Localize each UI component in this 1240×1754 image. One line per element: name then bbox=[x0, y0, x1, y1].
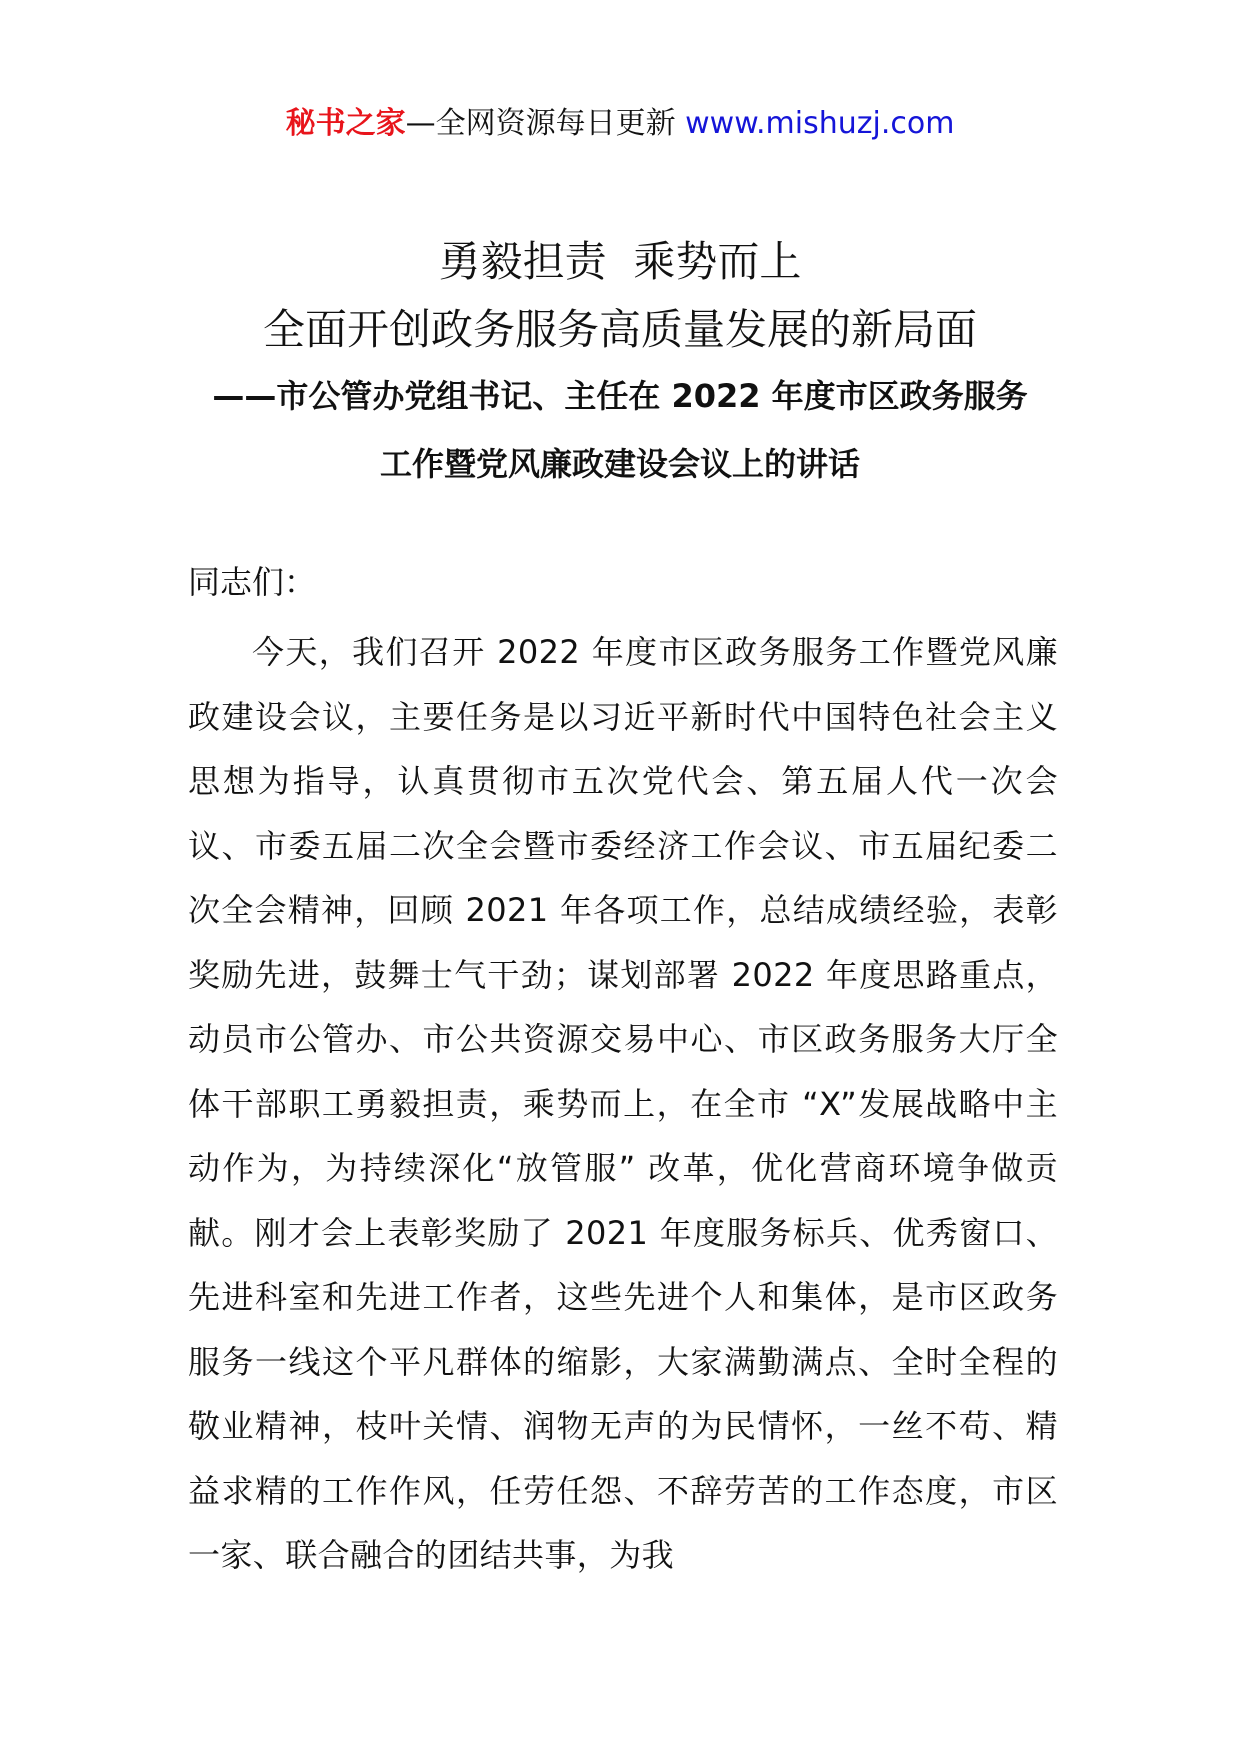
brand-name: 秘书之家 bbox=[285, 106, 406, 141]
subtitle-line-2: 工作暨党风廉政建设会议上的讲话 bbox=[379, 445, 860, 483]
subtitle-line-1: ——市公管办党组书记、主任在 2022 年度市区政务服务 bbox=[212, 377, 1028, 415]
document-body bbox=[188, 556, 1058, 1588]
body-paragraph: 今天，我们召开 2022 年度市区政务服务工作暨党风廉政建设会议，主要任务是以习近平新时代中国特色社会主义思想为指导，认真贯彻市五次党代会、第五届人代一次会议、市委五届二次全会暨市委经济工作会议、市五届纪委二次全会精神，回顾 2021 年各项工作，总结成绩经验，表彰奖励先进，鼓舞士气干劲；谋划部署 2022 年度思路重点，动员市公管办、市公共资源交易中心、市区政务服务大厅全体干部职工勇毅担责，乘势而上，在全市 “X”发展战略中主动作为，为持续深化“放管服” 改革，优化营商环境争做贡献。刚才会上表彰奖励了 2021 年度服务标兵、优秀窗口、先进科室和先进工作者，这些先进个人和集体，是市区政务服务一线这个平凡群体的缩影，大家满勤满点、全时全程的敬业精神，枝叶关情、润物无声的为民情怀，一丝不苟、精益求精的工作作风，任劳任怨、不辞劳苦的工作态度，市区一家、联合融合的团结共事，为我 bbox=[188, 633, 1058, 1574]
site-header bbox=[0, 100, 1240, 148]
header-slogan: —全网资源每日更新 bbox=[405, 106, 676, 141]
site-url-link[interactable]: www.mishuzj.com bbox=[685, 106, 955, 141]
salutation: 同志们： bbox=[188, 563, 317, 601]
title-line-2: 全面开创政务服务高质量发展的新局面 bbox=[262, 305, 977, 354]
document-title-block bbox=[0, 228, 1240, 492]
title-line-1: 勇毅担责 乘势而上 bbox=[438, 237, 802, 286]
